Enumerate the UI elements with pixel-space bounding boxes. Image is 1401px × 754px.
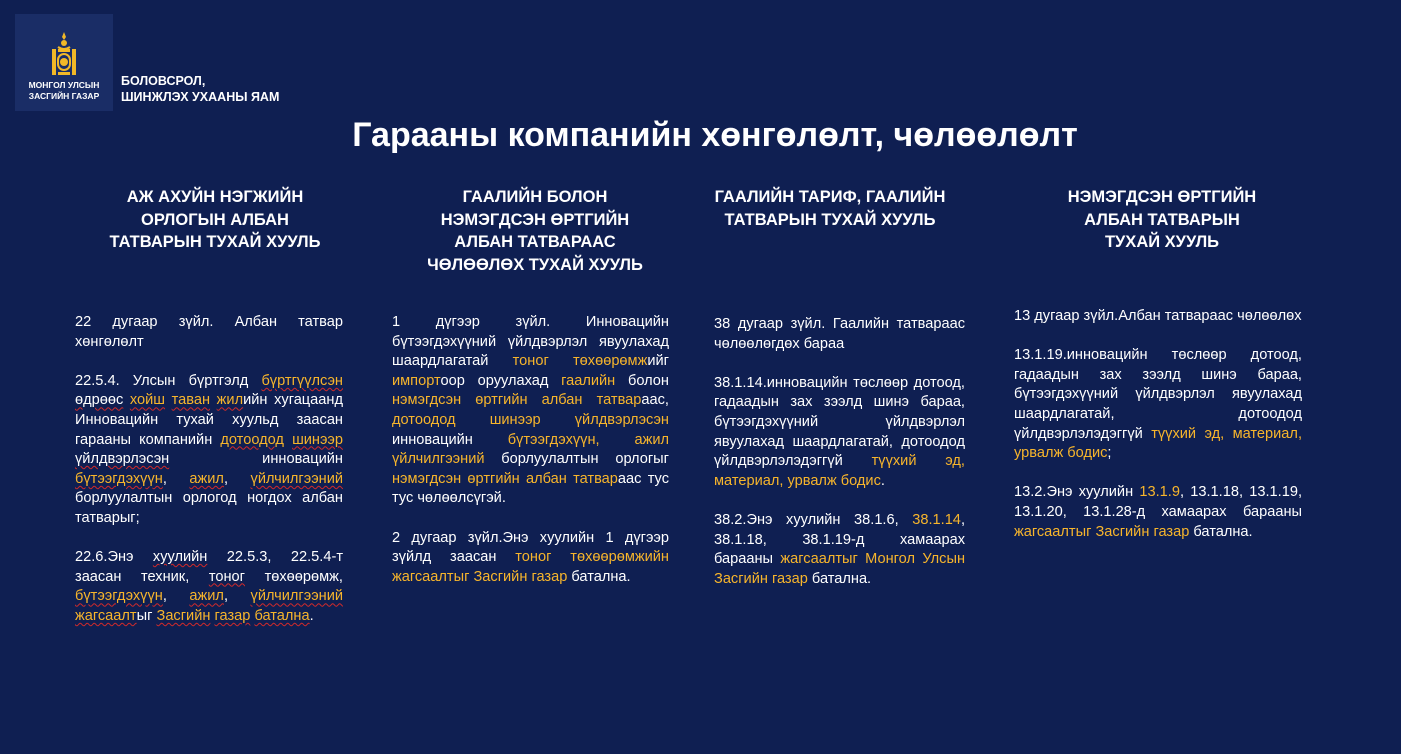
text-segment: үйлдвэрлэсэн: [75, 451, 170, 468]
highlighted-text: тоног төхөөрөмжийн жагсаалтыг Засгийн газар: [392, 549, 669, 585]
text-segment: инновацийн: [392, 431, 508, 448]
heading-line: НЭМЭГДСЭН ӨРТГИЙН: [1067, 188, 1257, 206]
text-segment: [284, 432, 292, 448]
logo-line-1: МОНГОЛ УЛСЫН: [28, 80, 100, 90]
text-segment: батална.: [807, 570, 872, 587]
highlighted-text: бүтээгдэхүүн: [75, 470, 163, 487]
text-segment: ,: [162, 470, 190, 487]
law-paragraph: [714, 315, 965, 354]
column-2-body: [392, 313, 669, 607]
highlighted-text: 13.1.9: [1139, 484, 1180, 501]
law-paragraph: [75, 372, 343, 529]
column-1-body: [75, 313, 343, 646]
text-segment: ;: [1107, 445, 1112, 462]
highlighted-text: шинээр: [292, 431, 343, 448]
highlighted-text: нэмэгдсэн өртгийн албан татвар: [392, 470, 618, 487]
column-1-heading: [75, 186, 355, 254]
text-segment: борлуулалтын орлогыг: [484, 451, 669, 468]
text-segment: 38.1.14.инновацийн төслөөр дотоод, гадаадын зах зээлд шинэ бараа, бүтээгдэхүүний үйлдвэрлэл явуулахад шаардлагатай, дотоодод үйлдвэрлэлэдэггүй: [714, 374, 965, 470]
heading-line: ОРЛОГЫН АЛБАН: [141, 210, 289, 229]
column-3-body: [714, 315, 965, 609]
law-paragraph: [75, 313, 343, 352]
heading-line: ГААЛИЙН БОЛОН: [462, 188, 608, 206]
law-paragraph: [1014, 346, 1302, 464]
highlighted-text: жагсаалтыг Засгийн газар: [1014, 523, 1190, 540]
column-3-heading: [690, 186, 970, 231]
highlighted-text: жагсаалтыг Монгол Улсын Засгийн газар: [714, 551, 966, 587]
text-segment: 38 дугаар зүйл. Гаалийн татвараас чөлөөлөгдөх бараа: [714, 316, 965, 352]
text-segment: өдрөөс: [75, 392, 124, 409]
highlighted-text: бүтээгдэхүүн, ажил үйлчилгээний: [392, 431, 669, 468]
column-4-body: [1014, 307, 1302, 562]
page-title: Гарааны компанийн хөнгөлөлт, чөлөөлөлт: [352, 116, 1078, 154]
ministry-line-1: БОЛОВСРОЛ,: [121, 74, 206, 88]
column-2-heading: [395, 186, 675, 276]
highlighted-text: Засгийн: [156, 607, 211, 624]
highlighted-text: түүхий эд, материал, урвалж бодис: [1014, 425, 1302, 462]
text-segment: 22.5.4. Улсын бүртгэлд: [75, 372, 262, 389]
text-segment: ,: [223, 470, 251, 487]
heading-line: НЭМЭГДСЭН ӨРТГИЙН: [440, 210, 630, 229]
highlighted-text: үйлчилгээний: [250, 470, 344, 487]
law-paragraph: [392, 529, 669, 588]
heading-line: ТАТВАРЫН ТУХАЙ ХУУЛЬ: [109, 233, 321, 251]
heading-line: АЛБАН ТАТВАРЫН: [1084, 210, 1240, 229]
highlighted-text: ажил: [189, 470, 224, 487]
text-segment: аас тус тус чөлөөлсүгэй.: [392, 470, 669, 507]
text-segment: тоног: [208, 568, 245, 585]
text-segment: борлуулалтын орлогод ногдох албан татварыг;: [75, 490, 343, 526]
text-segment: 13.1.19.инновацийн төслөөр дотоод, гадаадын зах зээлд шинэ бараа, бүтээгдэхүүний үйлдвэрлэл явуулахад шаардлагатай, дотоодод үйлдвэрлэлэдэггүй: [1014, 347, 1302, 442]
highlighted-text: түүхий эд, материал, урвалж бодис: [714, 453, 965, 489]
law-paragraph: [1014, 307, 1302, 327]
law-paragraph: [75, 548, 343, 626]
highlighted-text: нэмэгдсэн өртгийн албан татвар: [392, 392, 642, 409]
column-4-heading: [1022, 186, 1302, 254]
text-segment: ыг: [136, 607, 157, 624]
text-segment: ийн хугацаанд Инновацийн тухай хуульд заасан гарааны компанийн: [75, 392, 343, 448]
text-segment: болон: [615, 372, 669, 389]
highlighted-text: 38.1.14: [912, 511, 961, 528]
highlighted-text: хойш: [129, 392, 166, 409]
text-segment: төхөөрөмж,: [244, 568, 343, 585]
highlighted-text: жагсаалт: [75, 607, 137, 624]
law-paragraph: [714, 374, 965, 492]
text-segment: [165, 392, 172, 408]
text-segment: оор оруулахад: [440, 372, 562, 389]
highlighted-text: ажил: [189, 588, 224, 605]
text-segment: 13 дугаар зүйл.Албан татвараас чөлөөлөх: [1014, 308, 1302, 324]
text-segment: батална.: [1189, 523, 1253, 540]
logo-line-2: ЗАСГИЙН ГАЗАР: [28, 91, 100, 101]
highlighted-text: үйлчилгээний: [250, 588, 344, 605]
law-paragraph: [714, 511, 965, 589]
government-logo: [15, 14, 113, 111]
text-segment: ,: [162, 588, 190, 605]
highlighted-text: таван: [171, 392, 211, 409]
text-segment: ,: [223, 588, 251, 605]
text-segment: 38.2.Энэ хуулийн 38.1.6,: [714, 511, 913, 528]
text-segment: инновацийн: [169, 451, 343, 468]
text-segment: .: [880, 472, 885, 489]
text-segment: 22.6.Энэ: [75, 549, 153, 566]
highlighted-text: бүтээгдэхүүн: [75, 588, 163, 605]
highlighted-text: бүртгүүлсэн: [261, 372, 343, 389]
highlighted-text: батална: [254, 607, 310, 624]
highlighted-text: импорт: [392, 372, 441, 389]
text-segment: .: [309, 607, 314, 624]
ministry-line-2: ШИНЖЛЭХ УХААНЫ ЯАМ: [121, 90, 280, 104]
text-segment: [123, 392, 130, 408]
text-segment: 13.2.Энэ хуулийн: [1014, 484, 1140, 501]
text-segment: 1 дүгээр зүйл. Инновацийн бүтээгдэхүүний үйлдвэрлэл явуулахад шаардлагатай: [392, 314, 669, 370]
heading-line: ГААЛИЙН ТАРИФ, ГААЛИЙН: [714, 188, 946, 206]
highlighted-text: гаалийн: [561, 372, 616, 389]
highlighted-text: газар: [214, 607, 251, 624]
text-segment: 22 дугаар зүйл. Албан татвар хөнгөлөлт: [75, 314, 343, 350]
highlighted-text: дотоодод: [220, 431, 284, 448]
logo-caption: [15, 80, 113, 102]
text-segment: хуулийн: [152, 549, 208, 566]
text-segment: ийг: [647, 353, 669, 370]
text-segment: 2 дугаар зүйл.Энэ хуулийн 1 дүгээр зүйлд заасан: [392, 529, 669, 566]
text-segment: , 38.1.18, 38.1.19-д хамаарах барааны: [714, 511, 965, 568]
soyombo-emblem-icon: [51, 32, 77, 78]
text-segment: [210, 392, 217, 408]
text-segment: батална.: [567, 568, 631, 585]
heading-line: ТАТВАРЫН ТУХАЙ ХУУЛЬ: [724, 210, 936, 229]
law-paragraph: [392, 313, 669, 509]
heading-line: АЖ АХУЙН НЭГЖИЙН: [126, 188, 304, 206]
text-segment: аас,: [641, 392, 669, 409]
ministry-name: [121, 73, 279, 105]
law-paragraph: [1014, 483, 1302, 542]
highlighted-text: тоног төхөөрөмж: [512, 353, 648, 370]
text-segment: , 13.1.18, 13.1.19, 13.1.20, 13.1.28-д хамаарах барааны: [1014, 484, 1302, 520]
heading-line: АЛБАН ТАТВАРААС: [454, 233, 616, 251]
highlighted-text: дотоодод шинээр үйлдвэрлэсэн: [392, 411, 669, 428]
highlighted-text: жил: [216, 392, 244, 409]
heading-line: ЧӨЛӨӨЛӨХ ТУХАЙ ХУУЛЬ: [427, 255, 643, 274]
heading-line: ТУХАЙ ХУУЛЬ: [1104, 233, 1220, 251]
text-segment: 22.5.3, 22.5.4-т заасан техник,: [75, 549, 343, 585]
